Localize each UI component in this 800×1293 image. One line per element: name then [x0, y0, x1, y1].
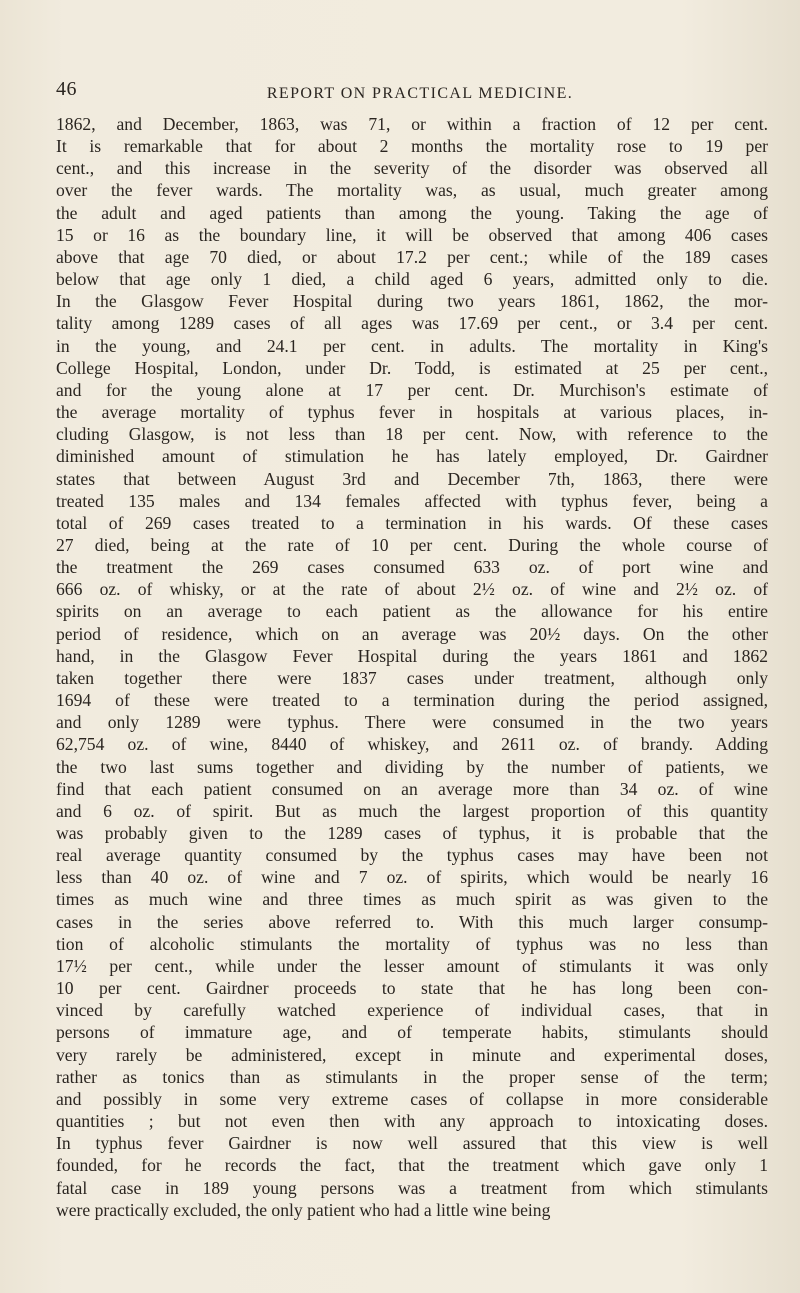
text-line: find that each patient consumed on an average more than 34 oz. of wine — [56, 778, 768, 799]
text-line: were practically excluded, the only patient who had a little wine being — [56, 1199, 551, 1220]
text-line: cases in the series above referred to. With this much larger consump- — [56, 911, 768, 932]
text-line: total of 269 cases treated to a termination in his wards. Of these cases — [56, 512, 768, 533]
text-line: taken together there were 1837 cases under treatment, although only — [56, 667, 768, 688]
text-line: persons of immature age, and of temperate habits, stimulants should — [56, 1022, 768, 1043]
text-line: and for the young alone at 17 per cent. Dr. Murchison's estimate of — [56, 379, 768, 400]
text-line: 1694 of these were treated to a termination during the period assigned, — [56, 690, 768, 711]
text-line: treated 135 males and 134 females affected with typhus fever, being a — [56, 490, 768, 511]
running-head: REPORT ON PRACTICAL MEDICINE. — [266, 85, 574, 102]
text-line: and 6 oz. of spirit. But as much the largest proportion of this quantity — [56, 800, 768, 821]
page-number: 46 — [56, 78, 77, 100]
text-line: real average quantity consumed by the typhus cases may have been not — [56, 845, 768, 866]
text-line: times as much wine and three times as much spirit as was given to the — [56, 889, 768, 910]
text-line: spirits on an average to each patient as the allowance for his entire — [56, 601, 768, 622]
text-line: 15 or 16 as the boundary line, it will be observed that among 406 cases — [56, 224, 768, 245]
body-paragraph — [56, 113, 768, 1221]
text-line: tality among 1289 cases of all ages was 17.69 per cent., or 3.4 per cent. — [56, 313, 768, 334]
text-line: was probably given to the 1289 cases of typhus, it is probable that the — [56, 823, 768, 843]
text-line: the average mortality of typhus fever in hospitals at various places, in- — [56, 402, 768, 423]
text-line: the adult and aged patients than among the young. Taking the age of — [56, 202, 768, 223]
text-line: 27 died, being at the rate of 10 per cent. During the whole course of — [56, 534, 768, 555]
text-line: founded, for he records the fact, that the treatment which gave only 1 — [56, 1155, 768, 1176]
text-line: vinced by carefully watched experience of individual cases, that in — [56, 1000, 768, 1021]
text-line: quantities ; but not even then with any approach to intoxicating doses. — [56, 1111, 768, 1132]
text-line: College Hospital, London, under Dr. Todd, is estimated at 25 per cent., — [56, 357, 768, 378]
text-line: above that age 70 died, or about 17.2 per cent.; while of the 189 cases — [56, 246, 768, 267]
text-line: below that age only 1 died, a child aged 6 years, admitted only to die. — [56, 269, 768, 290]
text-line: in the young, and 24.1 per cent. in adults. The mortality in King's — [56, 335, 768, 356]
text-line: and only 1289 were typhus. There were consumed in the two years — [56, 712, 768, 733]
text-line: hand, in the Glasgow Fever Hospital during the years 1861 and 1862 — [56, 645, 768, 666]
text-line: In typhus fever Gairdner is now well assured that this view is well — [56, 1133, 768, 1154]
text-line: 17½ per cent., while under the lesser amount of stimulants it was only — [56, 955, 768, 976]
text-line: cent., and this increase in the severity of the disorder was observed all — [56, 158, 768, 179]
text-line: cluding Glasgow, is not less than 18 per cent. Now, with reference to the — [56, 424, 768, 445]
text-line: rather as tonics than as stimulants in the proper sense of the term; — [56, 1066, 768, 1087]
text-line: less than 40 oz. of wine and 7 oz. of spirits, which would be nearly 16 — [56, 867, 768, 888]
text-line: 10 per cent. Gairdner proceeds to state that he has long been con- — [56, 978, 768, 999]
text-line: very rarely be administered, except in minute and experimental doses, — [56, 1044, 768, 1065]
text-line: 666 oz. of whisky, or at the rate of about 2½ oz. of wine and 2½ oz. of — [56, 579, 768, 600]
text-line: over the fever wards. The mortality was, as usual, much greater among — [56, 180, 768, 201]
text-line: diminished amount of stimulation he has lately employed, Dr. Gairdner — [56, 446, 768, 467]
text-line: 1862, and December, 1863, was 71, or within a fraction of 12 per cent. — [56, 114, 768, 134]
text-line: period of residence, which on an average was 20½ days. On the other — [56, 623, 768, 644]
text-line: In the Glasgow Fever Hospital during two years 1861, 1862, the mor- — [56, 291, 768, 312]
text-line: It is remarkable that for about 2 months the mortality rose to 19 per — [56, 136, 768, 157]
text-line: 62,754 oz. of wine, 8440 of whiskey, and 2611 oz. of brandy. Adding — [56, 734, 768, 755]
text-line: tion of alcoholic stimulants the mortality of typhus was no less than — [56, 933, 768, 954]
text-line: fatal case in 189 young persons was a treatment from which stimulants — [56, 1177, 768, 1198]
text-line: states that between August 3rd and December 7th, 1863, there were — [56, 468, 768, 489]
text-line: the treatment the 269 cases consumed 633 oz. of port wine and — [56, 557, 768, 578]
text-line: and possibly in some very extreme cases of collapse in more considerable — [56, 1088, 768, 1109]
text-line: the two last sums together and dividing by the number of patients, we — [56, 756, 768, 777]
